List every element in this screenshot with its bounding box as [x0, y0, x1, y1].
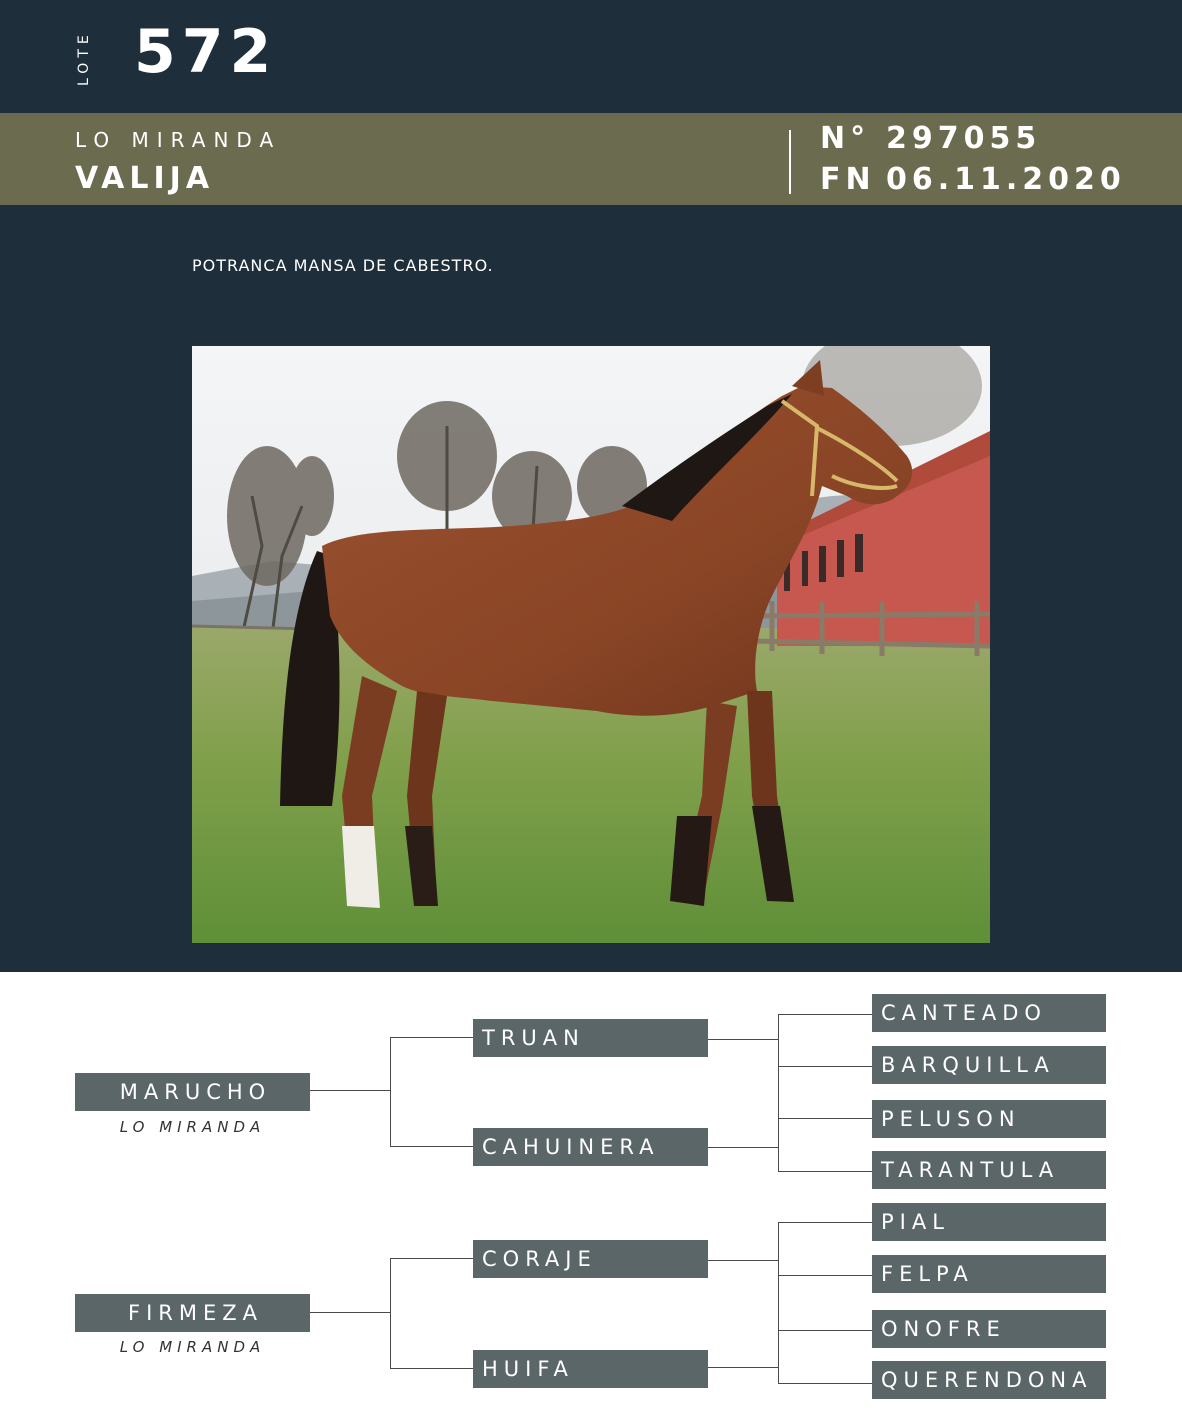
connector-line [778, 1330, 872, 1331]
pedigree-sire: MARUCHO [75, 1073, 310, 1111]
connector-line [708, 1367, 778, 1368]
horse-photo [192, 346, 990, 943]
pedigree-parent: CAHUINERA [473, 1128, 708, 1166]
connector-line [778, 1066, 872, 1067]
connector-line [390, 1258, 391, 1368]
horse-description: POTRANCA MANSA DE CABESTRO. [192, 256, 494, 275]
pedigree-grandparent: PIAL [872, 1203, 1106, 1241]
pedigree-grandparent: FELPA [872, 1255, 1106, 1293]
lote-number: 572 [134, 17, 278, 87]
pedigree-grandparent: QUERENDONA [872, 1361, 1106, 1399]
connector-line [778, 1383, 872, 1384]
pedigree-grandparent: ONOFRE [872, 1310, 1106, 1348]
pedigree-parent: TRUAN [473, 1019, 708, 1057]
pedigree-sire-breeder: LO MIRANDA [119, 1118, 266, 1136]
connector-line [390, 1146, 473, 1147]
connector-line [708, 1039, 778, 1040]
breeder-name: LO MIRANDA [75, 128, 282, 152]
registration-number [820, 122, 1041, 156]
birth-date [820, 163, 1126, 197]
birth-label: FN [820, 162, 876, 197]
pedigree-parent: HUIFA [473, 1350, 708, 1388]
pedigree-grandparent: CANTEADO [872, 994, 1106, 1032]
pedigree-grandparent: TARANTULA [872, 1151, 1106, 1189]
connector-line [310, 1090, 390, 1091]
pedigree-dam-breeder: LO MIRANDA [119, 1338, 266, 1356]
registration-value: 297055 [886, 121, 1042, 156]
connector-line [778, 1222, 779, 1383]
lote-label: LOTE [76, 30, 92, 86]
connector-line [390, 1258, 473, 1259]
connector-line [778, 1014, 872, 1015]
pedigree-parent: CORAJE [473, 1240, 708, 1278]
registration-label: N° [820, 121, 871, 156]
horse-name: VALIJA [75, 161, 215, 196]
info-divider [789, 130, 791, 194]
pedigree-grandparent: BARQUILLA [872, 1046, 1106, 1084]
connector-line [390, 1037, 473, 1038]
connector-line [778, 1222, 872, 1223]
connector-line [708, 1147, 778, 1148]
connector-line [708, 1260, 778, 1261]
connector-line [778, 1014, 779, 1172]
pedigree-dam: FIRMEZA [75, 1294, 310, 1332]
birth-value: 06.11.2020 [886, 162, 1126, 197]
connector-line [778, 1118, 872, 1119]
pedigree-grandparent: PELUSON [872, 1100, 1106, 1138]
connector-line [390, 1037, 391, 1146]
connector-line [778, 1171, 872, 1172]
connector-line [390, 1368, 473, 1369]
connector-line [310, 1312, 390, 1313]
connector-line [778, 1275, 872, 1276]
